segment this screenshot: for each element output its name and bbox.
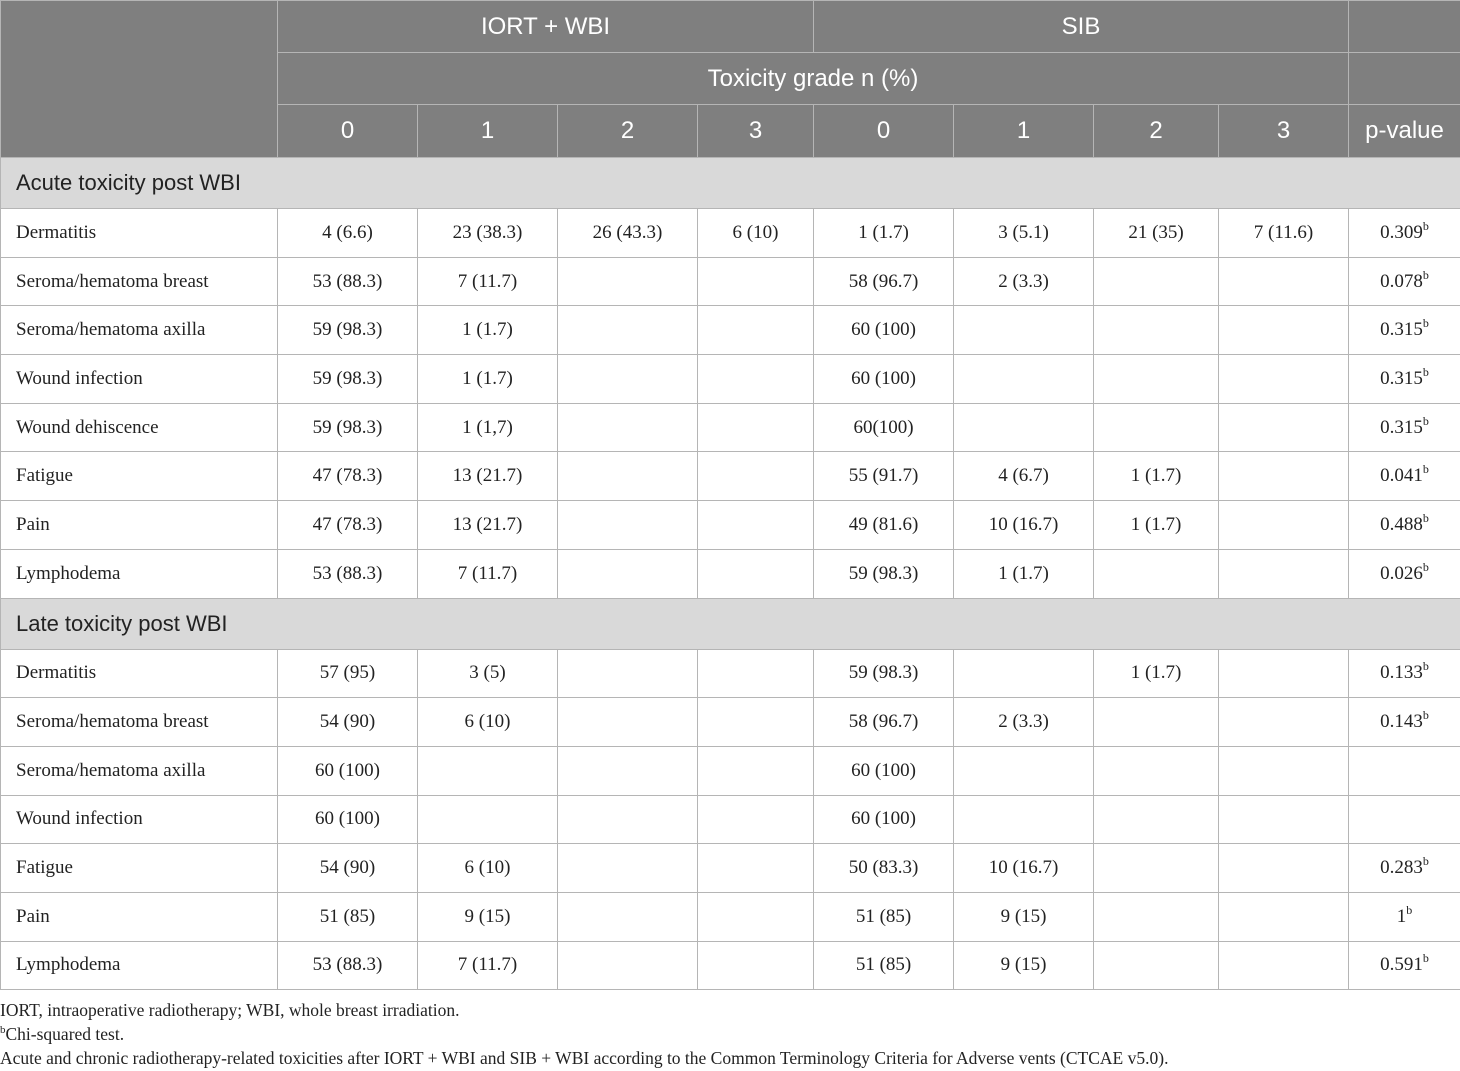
- value-cell: [1094, 941, 1219, 990]
- value-cell: 51 (85): [278, 892, 418, 941]
- pvalue-number: 0.078: [1380, 270, 1423, 292]
- table-row: [1, 549, 1460, 598]
- value-cell: 6 (10): [418, 698, 558, 747]
- value-cell: 4 (6.6): [278, 209, 418, 258]
- value-cell: 1 (1.7): [1094, 501, 1219, 550]
- grade-header: 0: [814, 105, 954, 158]
- pvalue-cell: [1349, 306, 1460, 355]
- table-body: [1, 158, 1460, 990]
- pvalue-footnote-mark: b: [1422, 462, 1429, 477]
- value-cell: [1094, 698, 1219, 747]
- value-cell: [698, 844, 814, 893]
- value-cell: 13 (21.7): [418, 452, 558, 501]
- pvalue-number: 0.309: [1380, 221, 1423, 243]
- value-cell: 21 (35): [1094, 209, 1219, 258]
- value-cell: [698, 698, 814, 747]
- pvalue-number: 0.315: [1380, 416, 1423, 438]
- pvalue-number: 1: [1396, 905, 1407, 927]
- pvalue-number: 0.041: [1380, 465, 1423, 487]
- pvalue-footnote-mark: b: [1422, 316, 1429, 331]
- row-label: Seroma/hematoma axilla: [1, 746, 278, 795]
- value-cell: 60 (100): [814, 355, 954, 404]
- section-title: Acute toxicity post WBI: [1, 158, 1460, 209]
- value-cell: 58 (96.7): [814, 257, 954, 306]
- value-cell: [698, 452, 814, 501]
- value-cell: 59 (98.3): [278, 306, 418, 355]
- row-label: Dermatitis: [1, 649, 278, 698]
- grade-header: 2: [1094, 105, 1219, 158]
- table-row: [1, 306, 1460, 355]
- pvalue-cell: [1349, 501, 1460, 550]
- row-label: Lymphodema: [1, 549, 278, 598]
- value-cell: 9 (15): [954, 941, 1094, 990]
- value-cell: 58 (96.7): [814, 698, 954, 747]
- table-header: [1, 1, 1460, 158]
- pvalue-cell: [1349, 452, 1460, 501]
- grade-header: 2: [558, 105, 698, 158]
- row-label: Seroma/hematoma breast: [1, 698, 278, 747]
- value-cell: [558, 501, 698, 550]
- value-cell: [954, 795, 1094, 844]
- value-cell: [558, 257, 698, 306]
- pvalue-number: 0.315: [1380, 319, 1423, 341]
- value-cell: 51 (85): [814, 941, 954, 990]
- value-cell: 6 (10): [698, 209, 814, 258]
- value-cell: 1 (1.7): [1094, 649, 1219, 698]
- pvalue-footnote-mark: b: [1422, 364, 1429, 379]
- table-row: [1, 501, 1460, 550]
- pvalue-cell: [1349, 209, 1460, 258]
- value-cell: [558, 795, 698, 844]
- value-cell: [558, 403, 698, 452]
- header-pvalue-top: [1349, 1, 1460, 53]
- value-cell: 60 (100): [278, 795, 418, 844]
- value-cell: [698, 355, 814, 404]
- value-cell: [418, 746, 558, 795]
- value-cell: 51 (85): [814, 892, 954, 941]
- value-cell: [1219, 941, 1349, 990]
- value-cell: [698, 795, 814, 844]
- value-cell: 53 (88.3): [278, 257, 418, 306]
- value-cell: 23 (38.3): [418, 209, 558, 258]
- pvalue-number: 0.488: [1380, 513, 1423, 535]
- value-cell: [1094, 355, 1219, 404]
- value-cell: [1219, 257, 1349, 306]
- value-cell: [558, 698, 698, 747]
- value-cell: [1094, 306, 1219, 355]
- pvalue-footnote-mark: b: [1422, 708, 1429, 723]
- abbreviation-note: IORT, intraoperative radiotherapy; WBI, whole breast irradiation.: [0, 1000, 460, 1020]
- value-cell: [954, 355, 1094, 404]
- section-row: [1, 158, 1460, 209]
- pvalue-cell: [1349, 746, 1460, 795]
- table-caption: Acute and chronic radiotherapy-related toxicities after IORT + WBI and SIB + WBI according to the Common Terminology Criteria for Adverse vents (CTCAE v5.0).: [0, 1048, 1169, 1068]
- value-cell: [1094, 403, 1219, 452]
- group-header-sib: SIB: [814, 1, 1349, 53]
- group-header-iort-wbi: IORT + WBI: [278, 1, 814, 53]
- statistics-note: [0, 1022, 1460, 1046]
- table-row: [1, 355, 1460, 404]
- value-cell: [698, 746, 814, 795]
- value-cell: 1 (1.7): [1094, 452, 1219, 501]
- value-cell: 1 (1.7): [418, 306, 558, 355]
- value-cell: 59 (98.3): [814, 549, 954, 598]
- value-cell: [1219, 355, 1349, 404]
- row-label: Fatigue: [1, 844, 278, 893]
- value-cell: 47 (78.3): [278, 452, 418, 501]
- table-footnotes: [0, 998, 1460, 1070]
- value-cell: 59 (98.3): [814, 649, 954, 698]
- pvalue-cell: [1349, 403, 1460, 452]
- pvalue-cell: [1349, 549, 1460, 598]
- value-cell: [1094, 892, 1219, 941]
- grade-header: 1: [954, 105, 1094, 158]
- table-row: [1, 844, 1460, 893]
- value-cell: 4 (6.7): [954, 452, 1094, 501]
- grade-header: 3: [698, 105, 814, 158]
- table-row: [1, 452, 1460, 501]
- value-cell: 7 (11.6): [1219, 209, 1349, 258]
- value-cell: [1094, 746, 1219, 795]
- row-label: Seroma/hematoma breast: [1, 257, 278, 306]
- value-cell: [1094, 257, 1219, 306]
- value-cell: [1219, 306, 1349, 355]
- value-cell: 7 (11.7): [418, 941, 558, 990]
- pvalue-footnote-mark: b: [1422, 951, 1429, 966]
- grade-header: 1: [418, 105, 558, 158]
- value-cell: 1 (1,7): [418, 403, 558, 452]
- value-cell: 49 (81.6): [814, 501, 954, 550]
- value-cell: [1094, 549, 1219, 598]
- value-cell: 47 (78.3): [278, 501, 418, 550]
- row-label: Wound dehiscence: [1, 403, 278, 452]
- table-row: [1, 795, 1460, 844]
- pvalue-cell: [1349, 892, 1460, 941]
- value-cell: [1219, 501, 1349, 550]
- pvalue-footnote-mark: b: [1422, 413, 1429, 428]
- value-cell: 60 (100): [814, 306, 954, 355]
- row-label: Wound infection: [1, 355, 278, 404]
- value-cell: [1094, 844, 1219, 893]
- table-row: [1, 746, 1460, 795]
- value-cell: [698, 549, 814, 598]
- value-cell: 10 (16.7): [954, 501, 1094, 550]
- value-cell: 53 (88.3): [278, 549, 418, 598]
- value-cell: [1219, 698, 1349, 747]
- pvalue-footnote-mark: b: [1422, 267, 1429, 282]
- table-row: [1, 649, 1460, 698]
- value-cell: [954, 649, 1094, 698]
- value-cell: [954, 403, 1094, 452]
- pvalue-cell: [1349, 844, 1460, 893]
- pvalue-cell: [1349, 941, 1460, 990]
- value-cell: [1219, 892, 1349, 941]
- value-cell: 54 (90): [278, 698, 418, 747]
- value-cell: 60 (100): [814, 795, 954, 844]
- value-cell: [698, 941, 814, 990]
- value-cell: 2 (3.3): [954, 257, 1094, 306]
- row-label: Lymphodema: [1, 941, 278, 990]
- value-cell: 26 (43.3): [558, 209, 698, 258]
- value-cell: [1219, 746, 1349, 795]
- pvalue-cell: [1349, 698, 1460, 747]
- pvalue-header: p-value: [1349, 105, 1460, 158]
- pvalue-footnote-mark: b: [1422, 559, 1429, 574]
- pvalue-number: 0.026: [1380, 562, 1423, 584]
- pvalue-cell: [1349, 649, 1460, 698]
- table-row: [1, 698, 1460, 747]
- value-cell: 60 (100): [814, 746, 954, 795]
- statistics-note-text: Chi-squared test.: [5, 1024, 125, 1044]
- value-cell: [1219, 649, 1349, 698]
- pvalue-footnote-mark: b: [1422, 218, 1429, 233]
- value-cell: 60(100): [814, 403, 954, 452]
- grade-header: 0: [278, 105, 418, 158]
- value-cell: [1219, 549, 1349, 598]
- table-row: [1, 403, 1460, 452]
- section-title: Late toxicity post WBI: [1, 598, 1460, 649]
- value-cell: 1 (1.7): [954, 549, 1094, 598]
- pvalue-footnote-mark: b: [1406, 902, 1413, 917]
- value-cell: 6 (10): [418, 844, 558, 893]
- value-cell: [558, 452, 698, 501]
- value-cell: [954, 306, 1094, 355]
- value-cell: [558, 549, 698, 598]
- pvalue-number: 0.591: [1380, 954, 1423, 976]
- value-cell: 55 (91.7): [814, 452, 954, 501]
- row-label: Seroma/hematoma axilla: [1, 306, 278, 355]
- value-cell: [698, 649, 814, 698]
- value-cell: [418, 795, 558, 844]
- value-cell: 3 (5): [418, 649, 558, 698]
- value-cell: [698, 306, 814, 355]
- row-label: Pain: [1, 501, 278, 550]
- value-cell: 54 (90): [278, 844, 418, 893]
- value-cell: [558, 355, 698, 404]
- value-cell: [1219, 844, 1349, 893]
- pvalue-number: 0.283: [1380, 857, 1423, 879]
- value-cell: 10 (16.7): [954, 844, 1094, 893]
- row-label: Dermatitis: [1, 209, 278, 258]
- value-cell: [558, 649, 698, 698]
- grade-header: 3: [1219, 105, 1349, 158]
- value-cell: 7 (11.7): [418, 257, 558, 306]
- value-cell: [558, 746, 698, 795]
- value-cell: 60 (100): [278, 746, 418, 795]
- pvalue-footnote-mark: b: [1422, 854, 1429, 869]
- value-cell: [558, 892, 698, 941]
- pvalue-cell: [1349, 257, 1460, 306]
- header-pvalue-mid: [1349, 53, 1460, 105]
- section-row: [1, 598, 1460, 649]
- value-cell: [558, 306, 698, 355]
- value-cell: [698, 892, 814, 941]
- value-cell: [698, 403, 814, 452]
- toxicity-grade-subheader: Toxicity grade n (%): [278, 53, 1349, 105]
- value-cell: 3 (5.1): [954, 209, 1094, 258]
- value-cell: 50 (83.3): [814, 844, 954, 893]
- value-cell: 13 (21.7): [418, 501, 558, 550]
- value-cell: [1219, 403, 1349, 452]
- pvalue-number: 0.143: [1380, 711, 1423, 733]
- value-cell: 9 (15): [954, 892, 1094, 941]
- value-cell: 1 (1.7): [814, 209, 954, 258]
- table-row: [1, 257, 1460, 306]
- value-cell: [698, 501, 814, 550]
- value-cell: [558, 844, 698, 893]
- row-label: Wound infection: [1, 795, 278, 844]
- value-cell: 7 (11.7): [418, 549, 558, 598]
- value-cell: [1219, 452, 1349, 501]
- table-row: [1, 892, 1460, 941]
- value-cell: 53 (88.3): [278, 941, 418, 990]
- footnote-mark: b: [0, 1024, 6, 1036]
- pvalue-cell: [1349, 355, 1460, 404]
- value-cell: 57 (95): [278, 649, 418, 698]
- value-cell: [558, 941, 698, 990]
- value-cell: 2 (3.3): [954, 698, 1094, 747]
- pvalue-footnote-mark: b: [1422, 510, 1429, 525]
- row-label: Fatigue: [1, 452, 278, 501]
- header-corner-cell: [1, 1, 278, 158]
- table-row: [1, 209, 1460, 258]
- row-label: Pain: [1, 892, 278, 941]
- value-cell: [1219, 795, 1349, 844]
- value-cell: 59 (98.3): [278, 403, 418, 452]
- pvalue-number: 0.133: [1380, 662, 1423, 684]
- value-cell: 59 (98.3): [278, 355, 418, 404]
- value-cell: 9 (15): [418, 892, 558, 941]
- value-cell: [698, 257, 814, 306]
- value-cell: [954, 746, 1094, 795]
- pvalue-footnote-mark: b: [1422, 659, 1429, 674]
- table-row: [1, 941, 1460, 990]
- pvalue-number: 0.315: [1380, 367, 1423, 389]
- value-cell: 1 (1.7): [418, 355, 558, 404]
- pvalue-cell: [1349, 795, 1460, 844]
- value-cell: [1094, 795, 1219, 844]
